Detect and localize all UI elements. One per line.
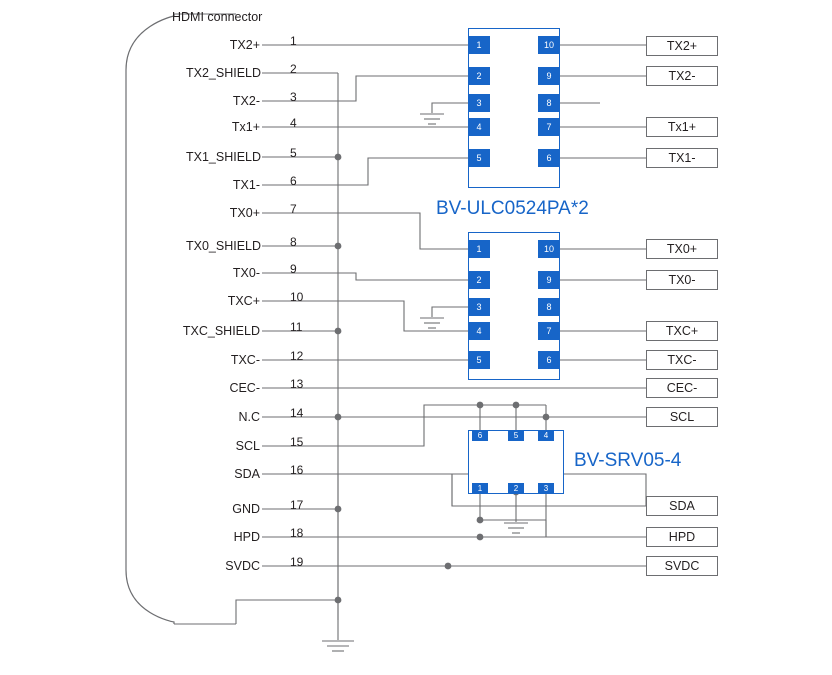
ic-pin-left: 5 [468, 149, 490, 167]
ic-pin-right: 9 [538, 67, 560, 85]
pin-number: 1 [290, 34, 297, 48]
pin-number: 6 [290, 174, 297, 188]
output-label: TX2- [646, 66, 718, 86]
pin-number: 8 [290, 235, 297, 249]
pin-label: TXC+ [227, 294, 260, 308]
ic-pin-right: 10 [538, 240, 560, 258]
pin-label: GND [232, 502, 260, 516]
pin-number: 10 [290, 290, 304, 304]
pin-label: TX0- [232, 266, 260, 280]
pin-number: 17 [290, 498, 304, 512]
srv-pin-bottom: 1 [472, 483, 488, 494]
output-label: TX2+ [646, 36, 718, 56]
ic-pin-right: 9 [538, 271, 560, 289]
ic-pin-left: 5 [468, 351, 490, 369]
pin-label: N.C [238, 410, 260, 424]
output-label: SVDC [646, 556, 718, 576]
output-label: SCL [646, 407, 718, 427]
pin-number: 16 [290, 463, 304, 477]
ic-pin-left: 2 [468, 67, 490, 85]
ic-pin-left: 1 [468, 36, 490, 54]
srv-pin-bottom: 3 [538, 483, 554, 494]
pin-label: TX1_SHIELD [186, 150, 262, 164]
pin-label: TX2+ [229, 38, 260, 52]
pin-label: HPD [233, 530, 260, 544]
output-label: TX0- [646, 270, 718, 290]
pin-number: 19 [290, 555, 304, 569]
pin-label: TX1- [232, 178, 260, 192]
pin-number: 9 [290, 262, 297, 276]
pin-label: TXC_SHIELD [182, 324, 260, 338]
pin-number: 11 [290, 320, 303, 334]
pin-label: TXC- [230, 353, 260, 367]
ic-pin-right: 8 [538, 298, 560, 316]
pin-number: 5 [290, 146, 297, 160]
part-label-u3: BV-SRV05-4 [574, 450, 682, 471]
connector-title: HDMI connector [172, 10, 263, 24]
output-label: Tx1+ [646, 117, 718, 137]
ic-pin-left: 4 [468, 118, 490, 136]
pin-number: 2 [290, 62, 297, 76]
pin-number: 14 [290, 406, 304, 420]
output-label: TX1- [646, 148, 718, 168]
pin-label: TX0_SHIELD [186, 239, 262, 253]
pin-number: 18 [290, 526, 304, 540]
pin-number: 15 [290, 435, 304, 449]
pin-number: 3 [290, 90, 297, 104]
ic-pin-left: 3 [468, 298, 490, 316]
ic-pin-left: 1 [468, 240, 490, 258]
pin-label: SDA [234, 467, 260, 481]
pin-label: TX2_SHIELD [186, 66, 262, 80]
ic-pin-right: 6 [538, 149, 560, 167]
output-label: TX0+ [646, 239, 718, 259]
part-label-u1: BV-ULC0524PA*2 [436, 198, 589, 219]
srv-pin-bottom: 2 [508, 483, 524, 494]
ic-pin-right: 7 [538, 322, 560, 340]
srv-pin-top: 6 [472, 430, 488, 441]
pin-label: SVDC [225, 559, 260, 573]
output-label: CEC- [646, 378, 718, 398]
pin-label: CEC- [229, 381, 260, 395]
ic-pin-right: 10 [538, 36, 560, 54]
srv-pin-top: 4 [538, 430, 554, 441]
pin-label: SCL [235, 439, 260, 453]
ic-pin-right: 6 [538, 351, 560, 369]
pin-number: 7 [290, 202, 297, 216]
ic-pin-right: 8 [538, 94, 560, 112]
pin-number: 4 [290, 116, 297, 130]
pin-label: TX0+ [229, 206, 260, 220]
output-label: HPD [646, 527, 718, 547]
output-label: SDA [646, 496, 718, 516]
output-label: TXC+ [646, 321, 718, 341]
pin-number: 12 [290, 349, 304, 363]
pin-label: TX2- [232, 94, 260, 108]
output-label: TXC- [646, 350, 718, 370]
ic-pin-right: 7 [538, 118, 560, 136]
ic-pin-left: 2 [468, 271, 490, 289]
ic-pin-left: 4 [468, 322, 490, 340]
ic-pin-left: 3 [468, 94, 490, 112]
pin-label: Tx1+ [231, 120, 260, 134]
pin-number: 13 [290, 377, 304, 391]
srv-pin-top: 5 [508, 430, 524, 441]
